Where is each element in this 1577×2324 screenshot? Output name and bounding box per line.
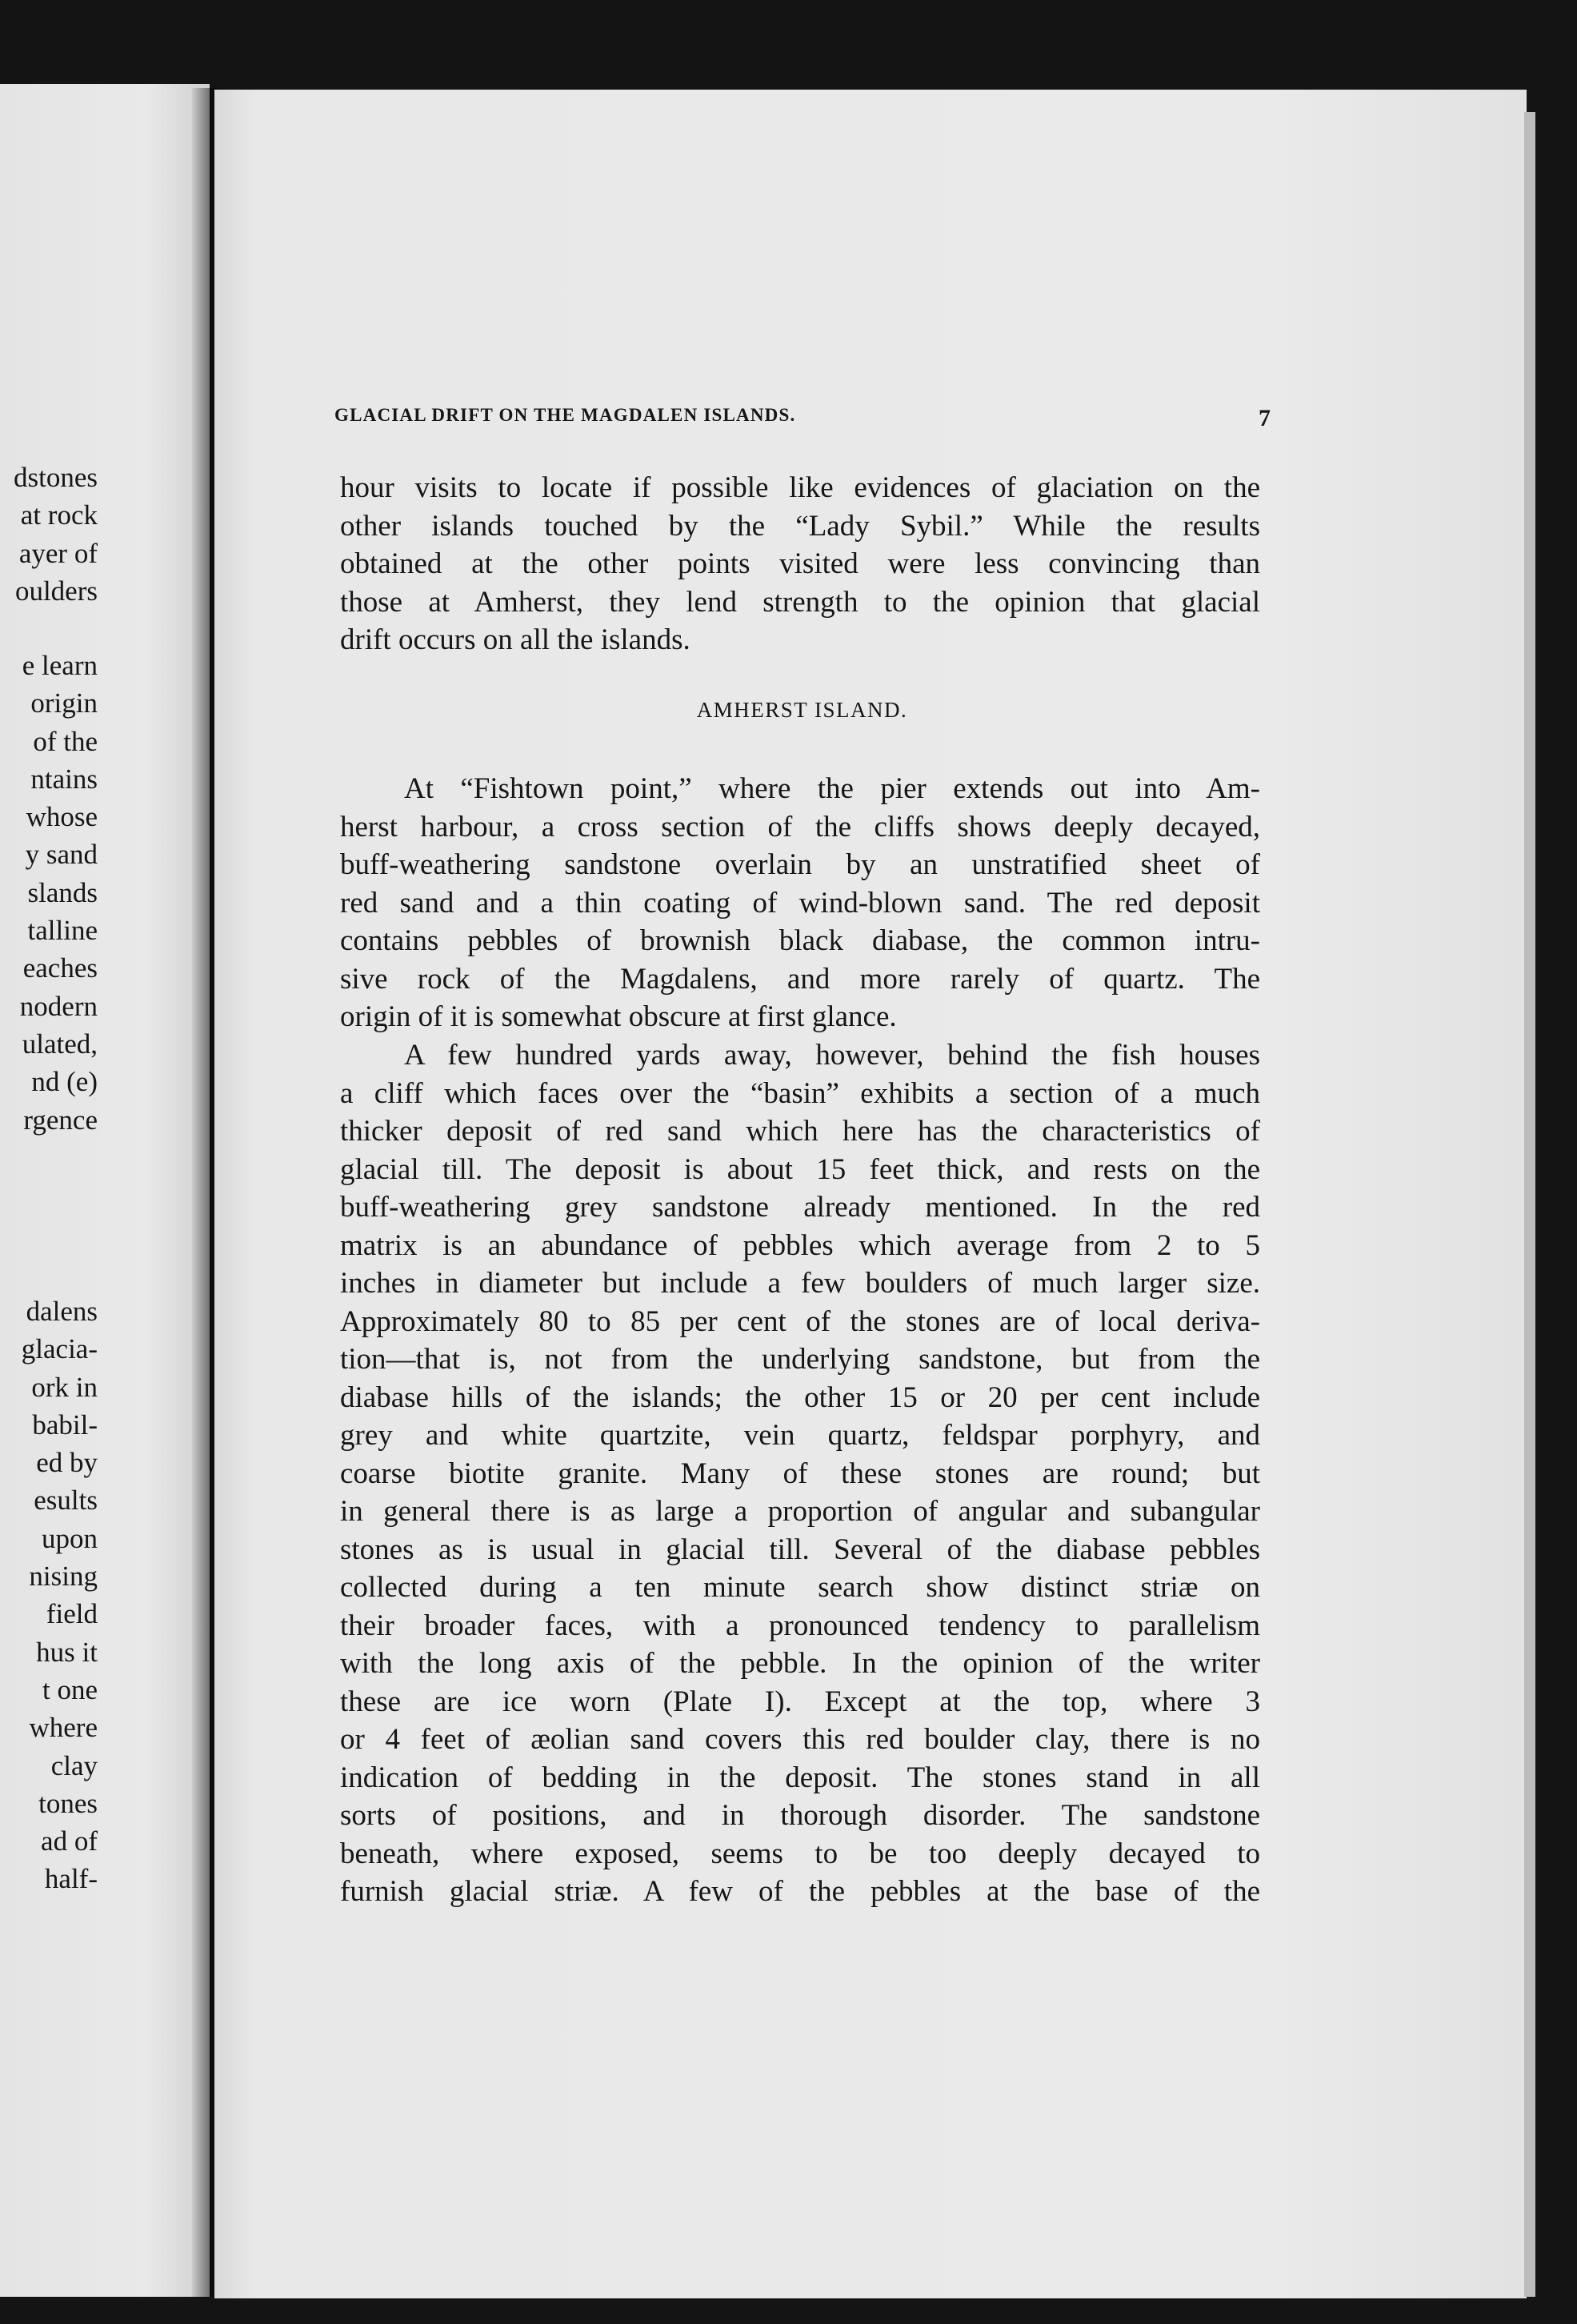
paragraph-continued <box>340 469 1260 659</box>
left-line: dalens <box>26 1296 98 1327</box>
text-line: in general there is as large a proportion of angular and subangular <box>340 1495 1260 1528</box>
left-line: ork in <box>31 1371 98 1403</box>
left-line: upon <box>42 1522 98 1554</box>
page-edge <box>1524 112 1535 2297</box>
text-line: buff-weathering sandstone overlain by an unstratified sheet of <box>340 848 1260 881</box>
text-line: red sand and a thin coating of wind-blown sand. The red deposit <box>340 886 1260 920</box>
text-line: herst harbour, a cross section of the cliffs shows deeply decayed, <box>340 810 1260 843</box>
left-page-fragment-group-1 <box>0 459 98 610</box>
text-line: their broader faces, with a pronounced tendency to parallelism <box>340 1609 1260 1642</box>
left-line: esults <box>34 1485 98 1517</box>
text-line: diabase hills of the islands; the other 15 or 20 per cent include <box>340 1380 1260 1414</box>
left-line: rgence <box>23 1104 98 1136</box>
left-line: ed by <box>36 1447 98 1479</box>
left-line: tones <box>38 1787 98 1819</box>
text-line: sive rock of the Magdalens, and more rarely of quartz. The <box>340 962 1260 996</box>
left-line: clay <box>50 1749 98 1781</box>
left-line: eaches <box>22 952 98 984</box>
text-line: obtained at the other points visited were less convincing than <box>340 547 1260 580</box>
text-line: thicker deposit of red sand which here has the characteristics of <box>340 1115 1260 1148</box>
left-line: ad of <box>41 1825 98 1857</box>
paragraph-fishtown-point <box>340 770 1260 1036</box>
left-line: origin <box>30 687 98 719</box>
left-line: slands <box>27 876 98 908</box>
text-line: other islands touched by the “Lady Sybil.” While the results <box>340 509 1260 543</box>
left-line: e learn <box>22 650 98 681</box>
text-line: origin of it is somewhat obscure at first glance. <box>340 1000 897 1033</box>
text-line: these are ice worn (Plate I). Except at the top, where 3 <box>340 1685 1260 1718</box>
text-line: those at Amherst, they lend strength to the opinion that glacial <box>340 585 1260 619</box>
text-line: A few hundred yards away, however, behind the fish houses <box>404 1039 1260 1072</box>
text-line: hour visits to locate if possible like evidences of glaciation on the <box>340 471 1260 504</box>
facing-page-left <box>0 84 210 2297</box>
left-line: field <box>46 1598 98 1630</box>
text-line: a cliff which faces over the “basin” exhibits a section of a much <box>340 1076 1260 1110</box>
left-line: of the <box>33 725 98 757</box>
left-line: nd (e) <box>31 1066 98 1098</box>
left-line: t one <box>42 1673 98 1705</box>
text-line: collected during a ten minute search show distinct striæ on <box>340 1571 1260 1604</box>
left-line: y sand <box>25 839 98 871</box>
text-line: tion—that is, not from the underlying sandstone, but from the <box>340 1343 1260 1376</box>
text-line: buff-weathering grey sandstone already mentioned. In the red <box>340 1191 1260 1224</box>
text-line: glacial till. The deposit is about 15 feet thick, and rests on the <box>340 1152 1260 1186</box>
left-page-fragment-group-3 <box>0 1292 98 1898</box>
text-line: inches in diameter but include a few boulders of much larger size. <box>340 1267 1260 1300</box>
text-line: or 4 feet of æolian sand covers this red boulder clay, there is no <box>340 1723 1260 1756</box>
section-heading: AMHERST ISLAND. <box>696 698 908 722</box>
left-line: dstones <box>14 462 98 493</box>
running-head: GLACIAL DRIFT ON THE MAGDALEN ISLANDS. <box>334 405 796 425</box>
left-line: oulders <box>14 575 98 607</box>
text-line: Approximately 80 to 85 per cent of the stones are of local deriva- <box>340 1304 1260 1338</box>
left-line: at rock <box>20 499 98 531</box>
left-line: whose <box>26 801 98 833</box>
page-number: 7 <box>1259 405 1271 431</box>
text-line: matrix is an abundance of pebbles which average from 2 to 5 <box>340 1228 1260 1262</box>
text-line: coarse biotite granite. Many of these stones are round; but <box>340 1457 1260 1490</box>
text-line: indication of bedding in the deposit. The stones stand in all <box>340 1761 1260 1794</box>
text-line: At “Fishtown point,” where the pier extends out into Am- <box>404 772 1260 805</box>
left-line: nodern <box>19 990 98 1022</box>
text-line: sorts of positions, and in thorough disorder. The sandstone <box>340 1799 1260 1832</box>
left-line: nising <box>29 1561 98 1593</box>
left-line: ntains <box>30 763 98 795</box>
text-line: grey and white quartzite, vein quartz, feldspar porphyry, and <box>340 1419 1260 1452</box>
left-line: where <box>29 1712 98 1744</box>
left-page-fragment-group-2 <box>0 647 98 1139</box>
left-line: ulated, <box>22 1028 98 1060</box>
left-line: talline <box>27 915 98 947</box>
text-line: beneath, where exposed, seems to be too deeply decayed to <box>340 1837 1260 1870</box>
text-line: furnish glacial striæ. A few of the pebbles at the base of the <box>340 1875 1260 1908</box>
text-line: drift occurs on all the islands. <box>340 623 690 656</box>
left-line: ayer of <box>18 537 98 569</box>
text-line: contains pebbles of brownish black diabase, the common intru- <box>340 924 1260 957</box>
text-line: with the long axis of the pebble. In the opinion of the writer <box>340 1647 1260 1680</box>
left-line: half- <box>44 1863 98 1895</box>
paragraph-red-boulder-clay <box>340 1036 1260 1911</box>
left-line: hus it <box>36 1636 98 1668</box>
text-line: stones as is usual in glacial till. Several of the diabase pebbles <box>340 1533 1260 1566</box>
left-line: glacia- <box>21 1333 98 1365</box>
left-line: babil- <box>32 1408 98 1440</box>
